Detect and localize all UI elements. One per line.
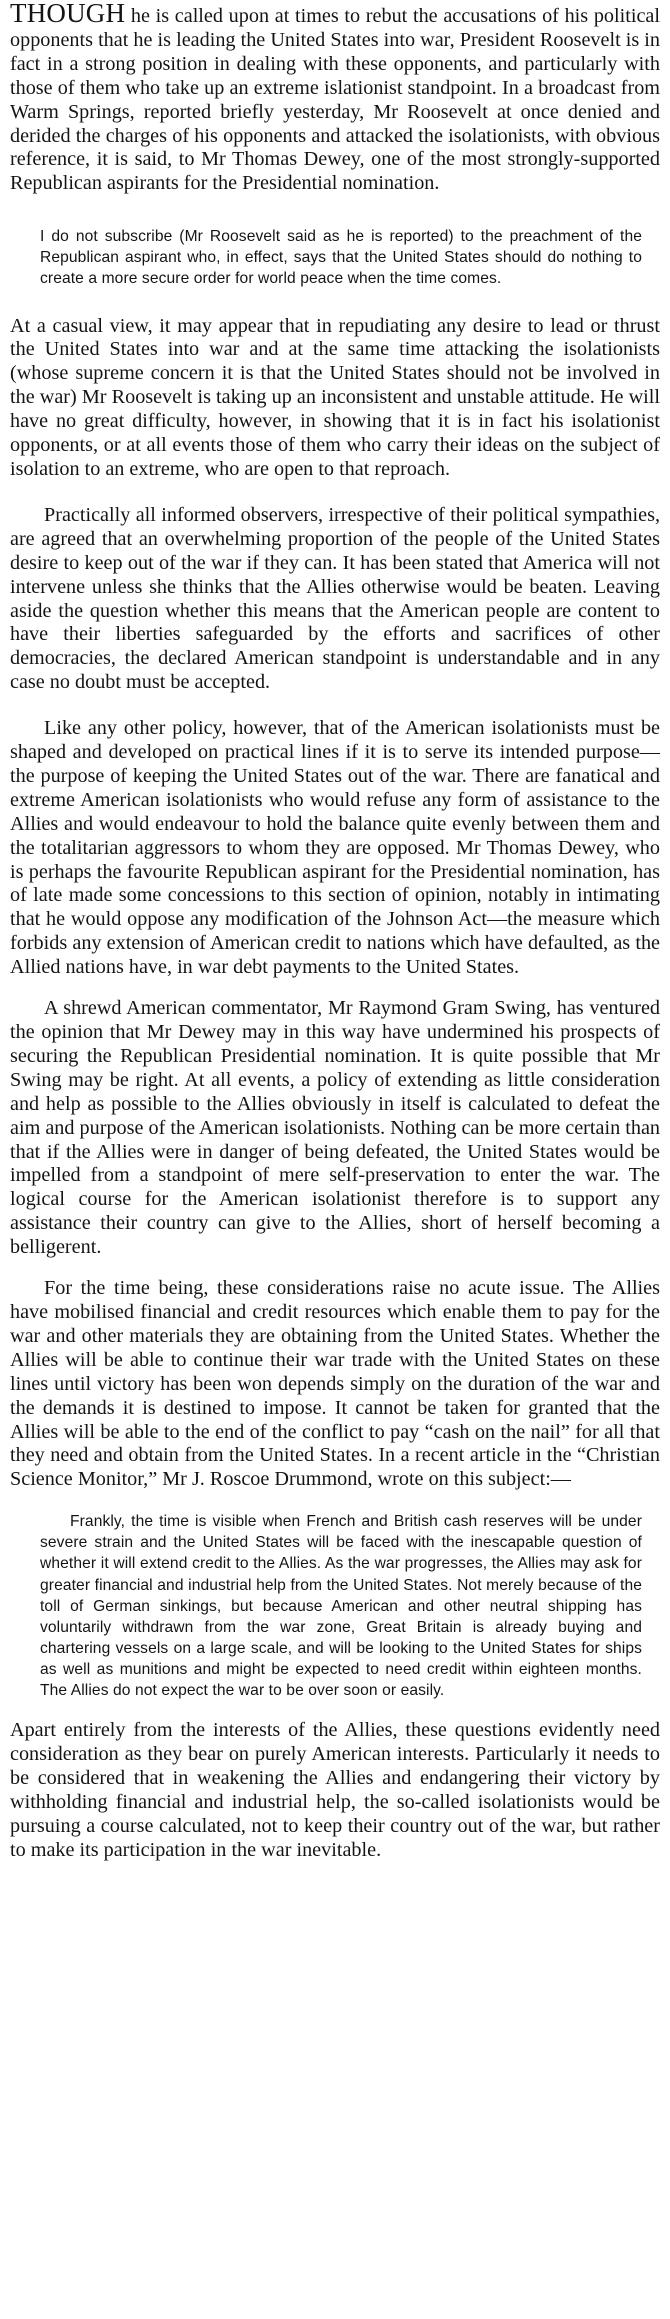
article-paragraph-7: Apart entirely from the interests of the Allies, these questions evidently need consideration as they bear on purely American interests. Particularly it needs to be considered that in weakening the Allies and endangering their victory by withholding financial and industrial help, the so-called isolationists would be pursuing a course calculated, not to keep their country out of the war, but rather to make its participation in the war inevitable.: [10, 1719, 660, 1861]
drummond-quote: Frankly, the time is visible when French and British cash reserves will be under severe strain and the United States will be faced with the inescapable question of whether it will extend credit to the Allies. As the war progresses, the Allies may ask for greater financial and industrial help from the United States. Not merely because of the toll of German sinkings, but because American and other neutral shipping has voluntarily withdrawn from the war zone, Great Britain is already buying and chartering vessels on a large scale, and will be looking to the United States for ships as well as munitions and might be expected to need credit within eighteen months. The Allies do not expect the war to be over soon or easily.: [40, 1513, 642, 1699]
article-paragraph-3: Practically all informed observers, irrespective of their political sympathies, are agreed that an overwhelming proportion of the people of the United States desire to keep out of the war if they can. It has been stated that America will not intervene unless she thinks that the Allies otherwise would be beaten. Leaving aside the question whether this means that the American people are content to have their liberties safeguarded by the efforts and sacrifices of other democracies, the declared American standpoint is understandable and in any case no doubt must be accepted.: [10, 503, 660, 694]
article-paragraph-1: [10, 0, 660, 196]
article-paragraph-5: A shrewd American commentator, Mr Raymond Gram Swing, has ventured the opinion that Mr Dewey may in this way have undermined his prospects of securing the Republican Presidential nomination. It is quite possible that Mr Swing may be right. At all events, a policy of extending as little consideration and help as possible to the Allies obviously in itself is calculated to defeat the aim and purpose of the American isolationists. Nothing can be more certain than that if the Allies were in danger of being defeated, the United States would be impelled from a standpoint of mere self-preservation to enter the war. The logical course for the American isolationist therefore is to support any assistance their country can give to the Allies, short of herself becoming a belligerent.: [10, 997, 660, 1259]
roosevelt-quote: I do not subscribe (Mr Roosevelt said as he is reported) to the preachment of the Republican aspirant who, in effect, says that the United States should do nothing to create a more secure order for world peace when the time comes.: [40, 228, 642, 288]
article-paragraph-4: Like any other policy, however, that of the American isolationists must be shaped and developed on practical lines if it is to serve its intended purpose—the purpose of keeping the United States out of the war. There are fanatical and extreme American isolationists who would refuse any form of assistance to the Allies and would endeavour to hold the balance quite evenly between them and the totalitarian aggressors to whom they are opposed. Mr Thomas Dewey, who is perhaps the favourite Republican aspirant for the Presidential nomination, has of late made some concessions to this section of opinion, notably in intimating that he would oppose any modification of the Johnson Act—the measure which forbids any extension of American credit to nations which have defaulted, as the Allied nations have, in war debt payments to the United States.: [10, 717, 660, 979]
drop-cap-initial: THOUGH: [10, 0, 126, 28]
paragraph-1-text: he is called upon at times to rebut the accusations of his political opponents that he is leading the United States into war, President Roosevelt is in fact in a strong position in dealing with these opponents, and particularly with those of them who take up an extreme islationist standpoint. In a broadcast from Warm Springs, reported briefly yesterday, Mr Roosevelt at once denied and derided the charges of his opponents and attacked the isolationists, with obvious reference, it is said, to Mr Thomas Dewey, one of the most strongly-supported Republican aspirants for the Presidential nomination.: [10, 5, 660, 195]
article-paragraph-6: For the time being, these considerations raise no acute issue. The Allies have mobilised financial and credit resources which enable them to pay for the war and other materials they are obtaining from the United States. Whether the Allies will be able to continue their war trade with the United States on these lines until victory has been won depends simply on the duration of the war and the demands it is destined to impose. It cannot be taken for granted that the Allies will be able to the end of the conflict to pay “cash on the nail” for all that they need and obtain from the United States. In a recent article in the “Christian Science Monitor,” Mr J. Roscoe Drummond, wrote on this subject:—: [10, 1277, 660, 1491]
article-paragraph-2: At a casual view, it may appear that in repudiating any desire to lead or thrust the United States into war and at the same time attacking the isolationists (whose supreme concern it is that the United States should not be involved in the war) Mr Roosevelt is taking up an inconsistent and unstable attitude. He will have no great difficulty, however, in showing that it is in fact his isolationist opponents, or at all events those of them who carry their ideas on the subject of isolation to an extreme, who are open to that reproach.: [10, 314, 660, 480]
